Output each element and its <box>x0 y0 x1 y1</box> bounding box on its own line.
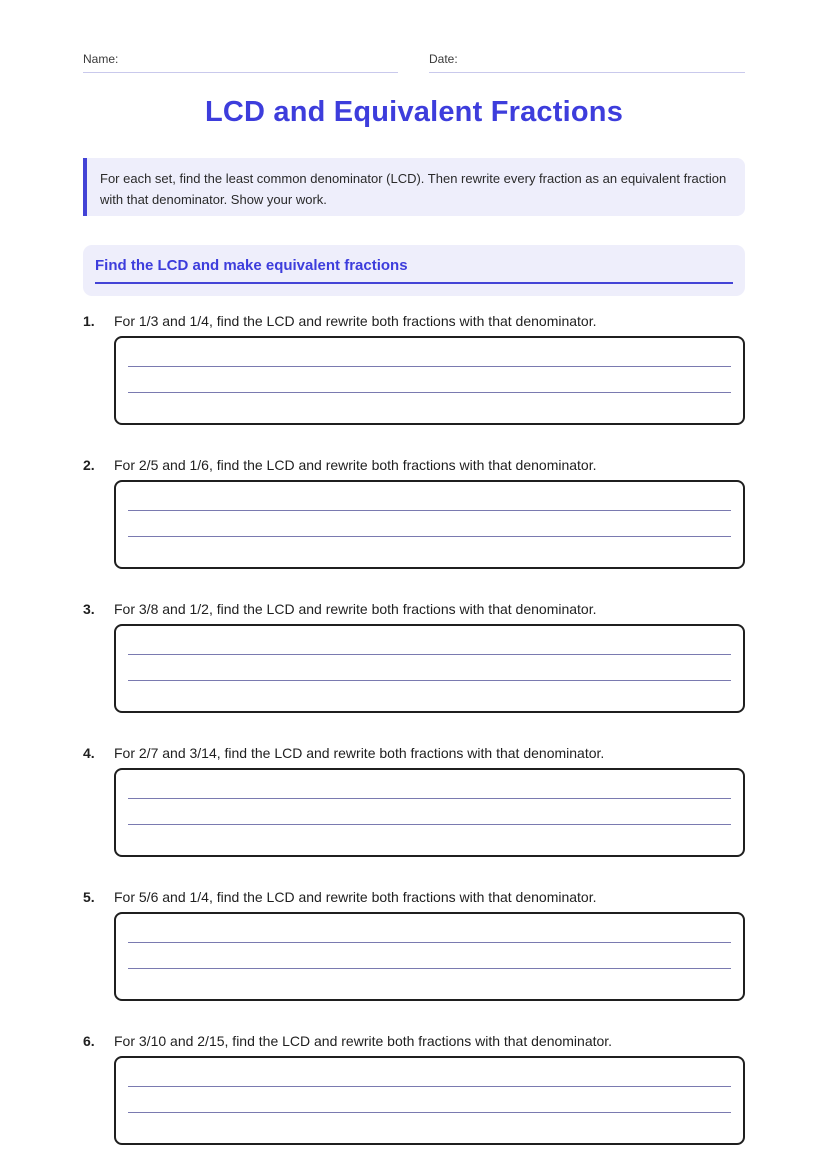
answer-line <box>128 366 731 367</box>
answer-line <box>128 942 731 943</box>
question-text: For 2/7 and 3/14, find the LCD and rewrite both fractions with that denominator. <box>114 745 605 761</box>
date-label: Date: <box>429 52 458 66</box>
answer-box[interactable] <box>114 912 745 1001</box>
section-header <box>83 245 745 296</box>
name-field[interactable] <box>83 52 398 73</box>
answer-line <box>128 392 731 393</box>
question-number: 4. <box>83 745 95 761</box>
instructions-text: For each set, find the least common denominator (LCD). Then rewrite every fraction as an equivalent fraction with that denominator. Show your work. <box>100 171 727 207</box>
answer-line <box>128 1086 731 1087</box>
header-row <box>83 52 745 74</box>
answer-line <box>128 824 731 825</box>
answer-line <box>128 680 731 681</box>
instructions-panel <box>83 158 745 216</box>
question-text: For 5/6 and 1/4, find the LCD and rewrite both fractions with that denominator. <box>114 889 597 905</box>
date-field[interactable] <box>429 52 745 73</box>
answer-line <box>128 654 731 655</box>
answer-box[interactable] <box>114 768 745 857</box>
answer-line <box>128 968 731 969</box>
answer-box[interactable] <box>114 480 745 569</box>
answer-box[interactable] <box>114 1056 745 1145</box>
answer-box[interactable] <box>114 624 745 713</box>
question-text: For 2/5 and 1/6, find the LCD and rewrite both fractions with that denominator. <box>114 457 597 473</box>
question-text: For 3/8 and 1/2, find the LCD and rewrite both fractions with that denominator. <box>114 601 597 617</box>
question-text: For 3/10 and 2/15, find the LCD and rewrite both fractions with that denominator. <box>114 1033 613 1049</box>
question-number: 6. <box>83 1033 95 1049</box>
answer-line <box>128 1112 731 1113</box>
answer-line <box>128 798 731 799</box>
page-title: LCD and Equivalent Fractions <box>204 96 624 128</box>
answer-box[interactable] <box>114 336 745 425</box>
question-number: 3. <box>83 601 95 617</box>
answer-line <box>128 536 731 537</box>
question-text: For 1/3 and 1/4, find the LCD and rewrite both fractions with that denominator. <box>114 313 597 329</box>
name-label: Name: <box>83 52 119 66</box>
question-number: 5. <box>83 889 95 905</box>
answer-line <box>128 510 731 511</box>
question-number: 2. <box>83 457 95 473</box>
question-number: 1. <box>83 313 95 329</box>
section-title: Find the LCD and make equivalent fractions <box>95 257 733 284</box>
